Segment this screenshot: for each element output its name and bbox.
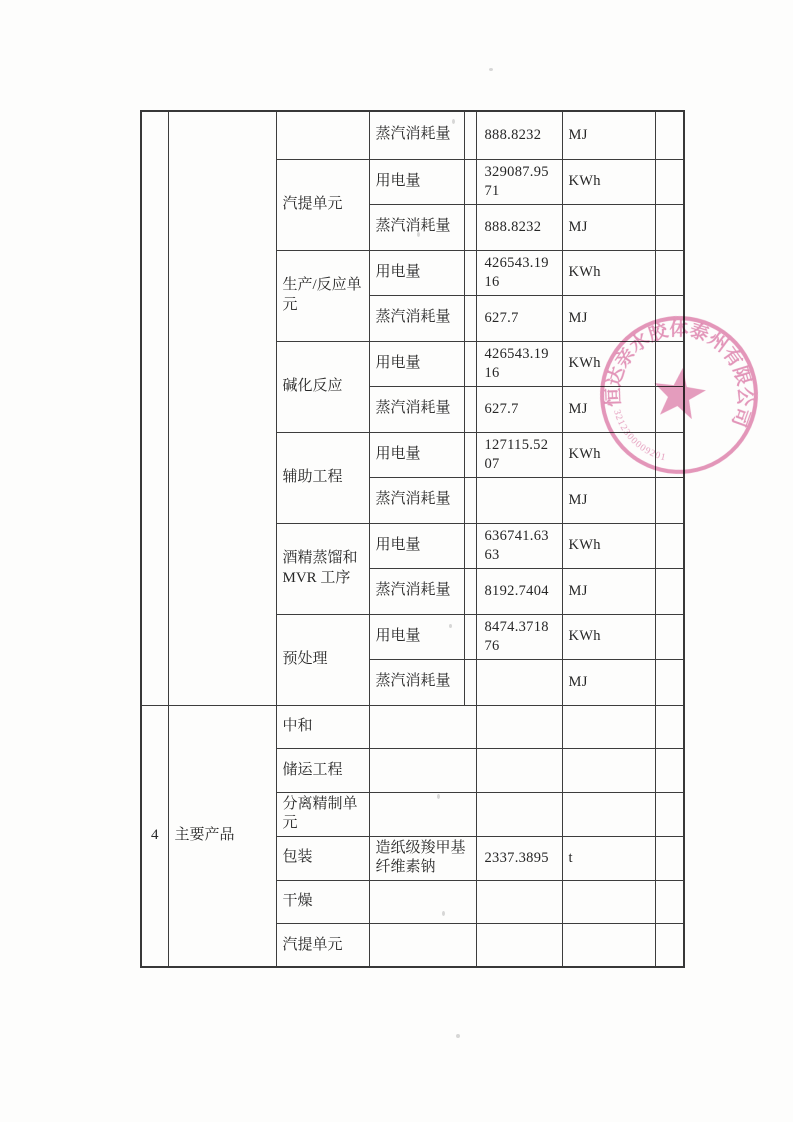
cell-parameter: 用电量 xyxy=(369,341,464,387)
cell-parameter: 用电量 xyxy=(369,614,464,660)
cell-product xyxy=(369,705,476,749)
stamp-number-text: 3212300009201 xyxy=(611,408,668,464)
cell-category: 主要产品 xyxy=(168,705,276,967)
cell-empty xyxy=(655,924,684,968)
cell-value: 8474.371876 xyxy=(476,614,562,660)
scan-speck xyxy=(417,232,420,237)
cell-unit-name: 包装 xyxy=(276,836,369,880)
cell-row-number: 4 xyxy=(141,705,168,967)
cell-unit-name: 酒精蒸馏和MVR 工序 xyxy=(276,523,369,614)
cell-spacer xyxy=(464,478,476,524)
scan-speck xyxy=(452,119,455,124)
cell-empty xyxy=(655,705,684,749)
cell-unit-name: 中和 xyxy=(276,705,369,749)
cell-product: 造纸级羧甲基纤维素钠 xyxy=(369,836,476,880)
cell-unit-name-empty xyxy=(276,111,369,159)
cell-unit: MJ xyxy=(562,387,655,433)
cell-unit: MJ xyxy=(562,569,655,615)
cell-category-empty xyxy=(168,111,276,705)
cell-parameter: 蒸汽消耗量 xyxy=(369,387,464,433)
cell-product xyxy=(369,880,476,924)
cell-empty xyxy=(655,296,684,342)
cell-unit: t xyxy=(562,836,655,880)
cell-value: 627.7 xyxy=(476,296,562,342)
cell-value: 636741.6363 xyxy=(476,523,562,569)
cell-product xyxy=(369,924,476,968)
cell-row-number-empty xyxy=(141,111,168,705)
table-row xyxy=(141,111,684,159)
cell-empty xyxy=(655,792,684,836)
cell-parameter: 蒸汽消耗量 xyxy=(369,205,464,251)
cell-parameter: 蒸汽消耗量 xyxy=(369,660,464,706)
cell-unit: KWh xyxy=(562,250,655,296)
cell-value: 426543.1916 xyxy=(476,250,562,296)
cell-unit xyxy=(562,924,655,968)
scan-speck xyxy=(449,624,452,628)
cell-empty xyxy=(655,341,684,387)
cell-parameter: 蒸汽消耗量 xyxy=(369,111,464,159)
cell-unit-name: 汽提单元 xyxy=(276,924,369,968)
cell-parameter: 用电量 xyxy=(369,523,464,569)
cell-empty xyxy=(655,523,684,569)
data-table xyxy=(140,110,685,968)
cell-value: 627.7 xyxy=(476,387,562,433)
cell-unit: KWh xyxy=(562,523,655,569)
cell-spacer xyxy=(464,523,476,569)
cell-value xyxy=(476,792,562,836)
cell-empty xyxy=(655,836,684,880)
scan-speck xyxy=(489,68,493,71)
cell-value: 2337.3895 xyxy=(476,836,562,880)
cell-empty xyxy=(655,749,684,793)
cell-unit-name: 辅助工程 xyxy=(276,432,369,523)
cell-unit xyxy=(562,792,655,836)
cell-spacer xyxy=(464,111,476,159)
cell-spacer xyxy=(464,296,476,342)
cell-unit: MJ xyxy=(562,111,655,159)
cell-product xyxy=(369,792,476,836)
cell-spacer xyxy=(464,614,476,660)
cell-spacer xyxy=(464,387,476,433)
scan-speck xyxy=(437,794,440,799)
cell-unit xyxy=(562,749,655,793)
cell-unit-name: 储运工程 xyxy=(276,749,369,793)
cell-empty xyxy=(655,387,684,433)
cell-unit: KWh xyxy=(562,614,655,660)
cell-spacer xyxy=(464,432,476,478)
cell-unit: KWh xyxy=(562,159,655,205)
cell-parameter: 蒸汽消耗量 xyxy=(369,478,464,524)
cell-value xyxy=(476,660,562,706)
cell-empty xyxy=(655,159,684,205)
table-row xyxy=(141,705,684,749)
cell-unit: MJ xyxy=(562,660,655,706)
cell-spacer xyxy=(464,341,476,387)
cell-spacer xyxy=(464,660,476,706)
cell-parameter: 用电量 xyxy=(369,159,464,205)
cell-spacer xyxy=(464,569,476,615)
cell-unit xyxy=(562,705,655,749)
cell-value: 888.8232 xyxy=(476,205,562,251)
cell-empty xyxy=(655,880,684,924)
cell-value xyxy=(476,924,562,968)
cell-value: 8192.7404 xyxy=(476,569,562,615)
cell-empty xyxy=(655,205,684,251)
cell-empty xyxy=(655,111,684,159)
cell-unit: MJ xyxy=(562,478,655,524)
cell-parameter: 用电量 xyxy=(369,250,464,296)
cell-spacer xyxy=(464,250,476,296)
cell-unit xyxy=(562,880,655,924)
cell-value xyxy=(476,705,562,749)
cell-parameter: 蒸汽消耗量 xyxy=(369,296,464,342)
cell-value: 329087.9571 xyxy=(476,159,562,205)
cell-unit: KWh xyxy=(562,432,655,478)
cell-unit-name: 汽提单元 xyxy=(276,159,369,250)
cell-unit: KWh xyxy=(562,341,655,387)
scan-speck xyxy=(442,911,445,916)
cell-product xyxy=(369,749,476,793)
cell-spacer xyxy=(464,159,476,205)
cell-unit-name: 预处理 xyxy=(276,614,369,705)
cell-value xyxy=(476,880,562,924)
cell-empty xyxy=(655,478,684,524)
cell-empty xyxy=(655,569,684,615)
cell-parameter: 用电量 xyxy=(369,432,464,478)
cell-spacer xyxy=(464,205,476,251)
cell-parameter: 蒸汽消耗量 xyxy=(369,569,464,615)
cell-value: 127115.5207 xyxy=(476,432,562,478)
cell-unit-name: 干燥 xyxy=(276,880,369,924)
cell-empty xyxy=(655,250,684,296)
cell-unit: MJ xyxy=(562,205,655,251)
stamp-ring-text: 恒达亲水胶体泰州有限公司 xyxy=(603,319,755,429)
scan-speck xyxy=(456,1034,460,1038)
cell-unit-name: 分离精制单元 xyxy=(276,792,369,836)
cell-empty xyxy=(655,660,684,706)
cell-value: 888.8232 xyxy=(476,111,562,159)
cell-value xyxy=(476,749,562,793)
cell-empty xyxy=(655,432,684,478)
cell-empty xyxy=(655,614,684,660)
cell-unit: MJ xyxy=(562,296,655,342)
cell-unit-name: 碱化反应 xyxy=(276,341,369,432)
cell-value: 426543.1916 xyxy=(476,341,562,387)
cell-unit-name: 生产/反应单元 xyxy=(276,250,369,341)
cell-value xyxy=(476,478,562,524)
